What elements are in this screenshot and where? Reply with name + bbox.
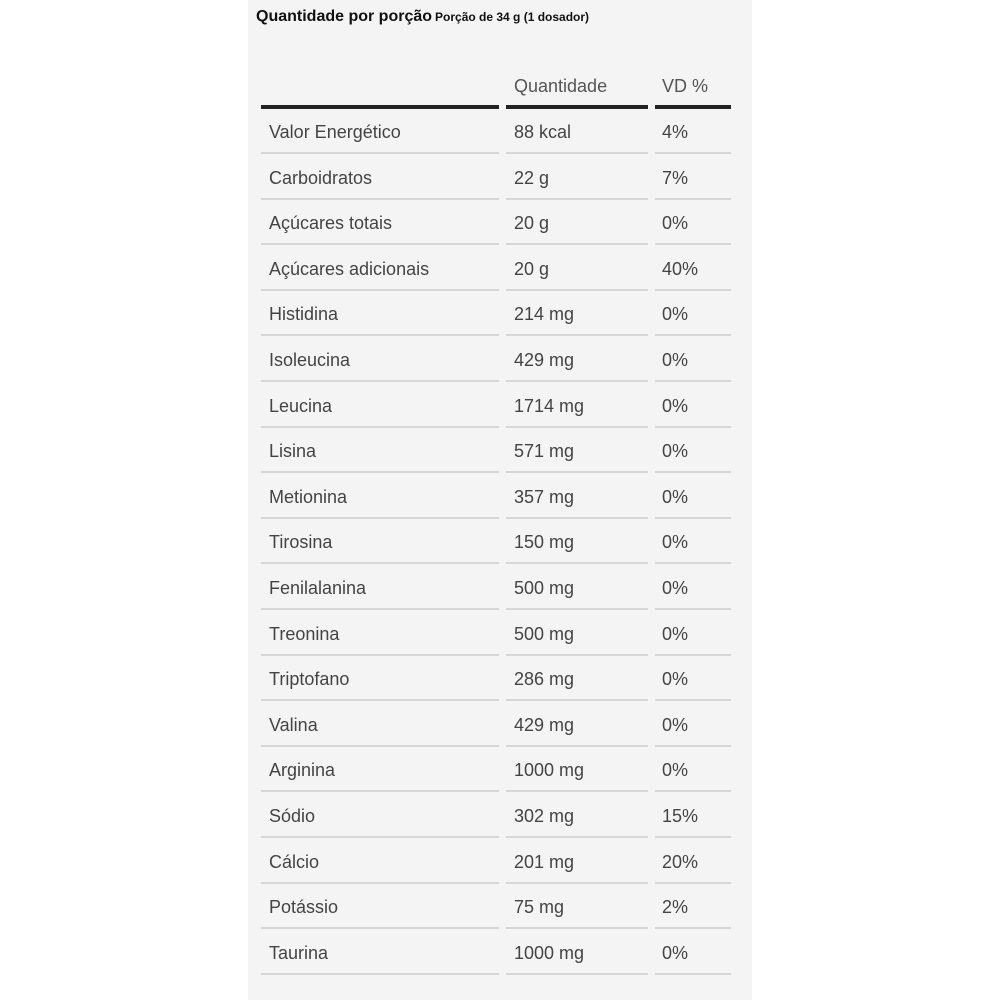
nutrient-vd: 20%	[655, 841, 731, 884]
nutrient-name: Triptofano	[261, 658, 499, 701]
nutrient-amount: 214 mg	[506, 293, 648, 336]
nutrient-vd: 0%	[655, 385, 731, 428]
nutrient-name: Lisina	[261, 430, 499, 473]
nutrient-amount: 302 mg	[506, 795, 648, 838]
nutrient-name: Taurina	[261, 932, 499, 975]
nutrient-vd: 7%	[655, 157, 731, 200]
nutrient-name: Sódio	[261, 795, 499, 838]
nutrient-name: Valina	[261, 704, 499, 747]
nutrient-vd: 0%	[655, 521, 731, 564]
nutrient-amount: 22 g	[506, 157, 648, 200]
nutrient-amount: 201 mg	[506, 841, 648, 884]
nutrient-amount: 20 g	[506, 248, 648, 291]
nutrient-name: Fenilalanina	[261, 567, 499, 610]
nutrient-name: Açúcares adicionais	[261, 248, 499, 291]
nutrient-name: Isoleucina	[261, 339, 499, 382]
nutrient-name: Açúcares totais	[261, 202, 499, 245]
nutrient-vd: 0%	[655, 749, 731, 792]
nutrient-amount: 150 mg	[506, 521, 648, 564]
nutrient-vd: 0%	[655, 613, 731, 656]
nutrient-name: Potássio	[261, 886, 499, 929]
nutrient-name: Tirosina	[261, 521, 499, 564]
nutrient-amount: 429 mg	[506, 704, 648, 747]
nutrient-amount: 500 mg	[506, 613, 648, 656]
nutrient-vd: 15%	[655, 795, 731, 838]
nutrient-vd: 40%	[655, 248, 731, 291]
nutrient-name: Treonina	[261, 613, 499, 656]
column-header-amount: Quantidade	[506, 64, 648, 109]
nutrient-vd: 0%	[655, 932, 731, 975]
nutrient-vd: 2%	[655, 886, 731, 929]
nutrient-amount: 429 mg	[506, 339, 648, 382]
nutrient-vd: 0%	[655, 658, 731, 701]
nutrient-vd: 0%	[655, 476, 731, 519]
nutrient-vd: 4%	[655, 111, 731, 154]
nutrient-vd: 0%	[655, 202, 731, 245]
nutrient-vd: 0%	[655, 567, 731, 610]
nutrient-name: Carboidratos	[261, 157, 499, 200]
nutrient-name: Valor Energético	[261, 111, 499, 154]
nutrient-name: Leucina	[261, 385, 499, 428]
nutrient-amount: 571 mg	[506, 430, 648, 473]
nutrient-vd: 0%	[655, 704, 731, 747]
nutrient-amount: 357 mg	[506, 476, 648, 519]
nutrient-name: Cálcio	[261, 841, 499, 884]
header-portion: Porção de 34 g (1 dosador)	[435, 10, 590, 24]
nutrient-amount: 1000 mg	[506, 932, 648, 975]
nutrient-name: Arginina	[261, 749, 499, 792]
nutrient-name: Histidina	[261, 293, 499, 336]
nutrient-amount: 20 g	[506, 202, 648, 245]
column-header-nutrient	[261, 64, 499, 109]
column-header-vd: VD %	[655, 64, 731, 109]
nutrient-amount: 75 mg	[506, 886, 648, 929]
nutrient-vd: 0%	[655, 293, 731, 336]
nutrient-amount: 88 kcal	[506, 111, 648, 154]
nutrient-vd: 0%	[655, 430, 731, 473]
nutrient-amount: 500 mg	[506, 567, 648, 610]
nutrient-vd: 0%	[655, 339, 731, 382]
nutrient-amount: 286 mg	[506, 658, 648, 701]
nutrient-amount: 1714 mg	[506, 385, 648, 428]
header-title: Quantidade por porção	[256, 8, 433, 25]
nutrient-amount: 1000 mg	[506, 749, 648, 792]
nutrient-name: Metionina	[261, 476, 499, 519]
